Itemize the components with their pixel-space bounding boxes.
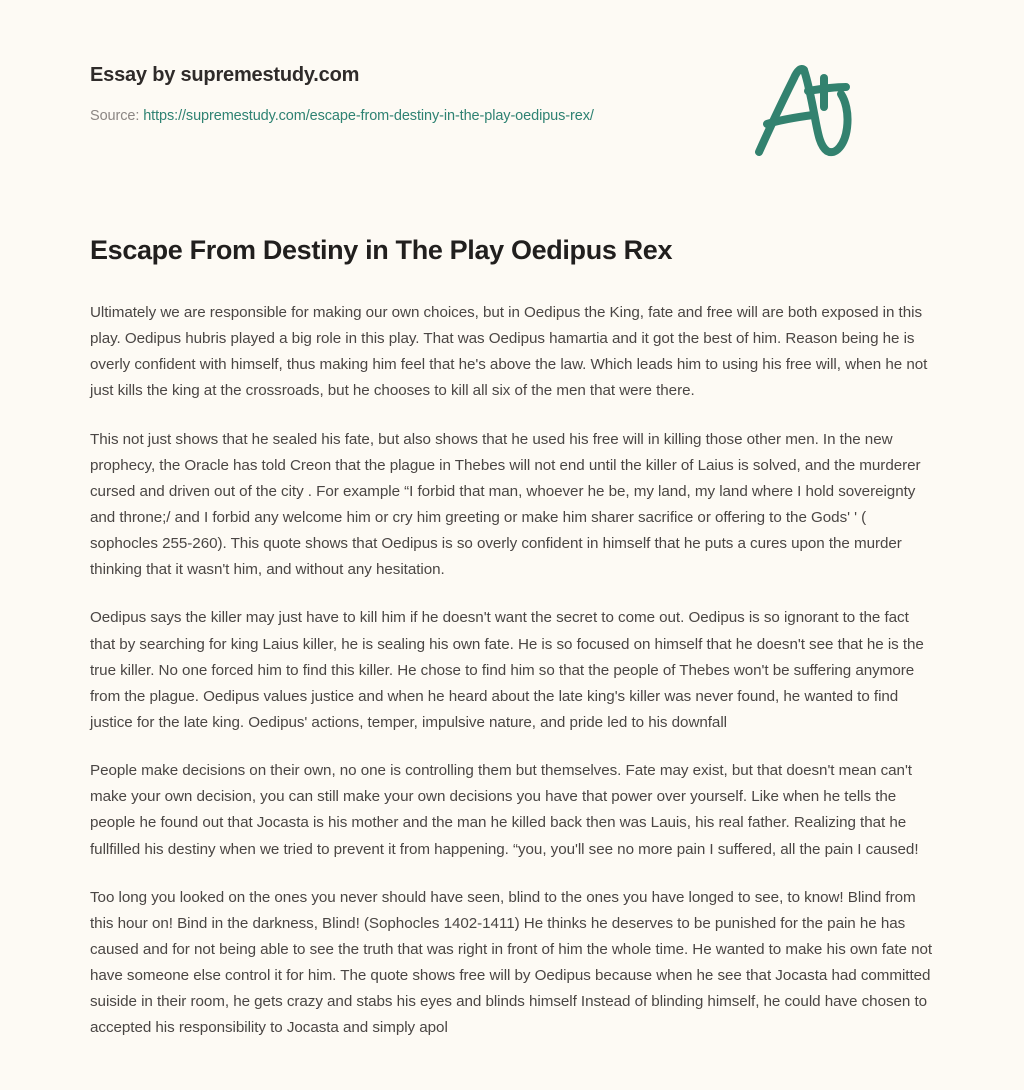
essay-paragraph: This not just shows that he sealed his fate, but also shows that he used his free will in killing those other men. In the new prophecy, the Oracle has told Creon that the plague in Thebes will not end until the killer of Laius is solved, and the murderer cursed and driven out of the city . For example “I forbid that man, whoever he be, my land, my land where I hold sovereignty and throne;/ and I forbid any welcome him or cry him greeting or make him sharer sacrifice or offering to the Gods' ' ( sophocles 255-260). This quote shows that Oedipus is so overly confident in himself that he puts a cures upon the murder thinking that it wasn't him, and without any hesitation. (90, 430, 921, 579)
page-header (90, 0, 934, 126)
essay-paragraph: Ultimately we are responsible for making our own choices, but in Oedipus the King, fate and free will are both exposed in this play. Oedipus hubris played a big role in this play. That was Oedipus hamartia and it got the best of him. Reason being he is overly confident with himself, thus making him feel that he's above the law. Which leads him to using his free will, when he not just kills the king at the crossroads, but he chooses to kill all six of the men that were there. (90, 304, 928, 400)
essay-body (90, 268, 934, 1042)
essay-paragraph: People make decisions on their own, no one is controlling them but themselves. Fate may exist, but that doesn't mean can't make your own decision, you can still make your own decisions you have that power over yourself. Like when he tells the people he found out that Jocasta is his mother and the man he killed back then was Lauis, his real father. Realizing that he fullfilled his destiny when we tried to prevent it from happening. “you, you'll see no more pain I suffered, all the pain I caused! (90, 762, 919, 858)
page-title: Escape From Destiny in The Play Oedipus Rex (90, 235, 673, 266)
essay-paragraph: Oedipus says the killer may just have to kill him if he doesn't want the secret to come out. Oedipus is so ignorant to the fact that by searching for king Laius killer, he is sealing his own fate. He is so focused on himself that he doesn't see that he is the true killer. No one forced him to find this killer. He chose to find him so that the people of Thebes won't be suffering anymore from the plague. Oedipus values justice and when he heard about the late king's killer was never found, he wanted to find justice for the late king. Oedipus' actions, temper, impulsive nature, and pride led to his downfall (90, 609, 924, 732)
a-plus-logo-icon (746, 58, 858, 162)
source-url-link[interactable]: https://supremestudy.com/escape-from-destiny-in-the-play-oedipus-rex/ (143, 108, 594, 124)
essay-paragraph: Too long you looked on the ones you never should have seen, blind to the ones you have longed to see, to know! Blind from this hour on! Bind in the darkness, Blind! (Sophocles 1402-1411) He thinks he deserves to be punished for the pain he has caused and for not being able to see the truth that was right in front of him the whole time. He wanted to make his own fate not have someone else control it for him. The quote shows free will by Oedipus because when he see that Jocasta had committed suiside in their room, he gets crazy and stabs his eyes and blinds himself Instead of blinding himself, he could have chosen to accepted his responsibility to Jocasta and simply apol (90, 888, 933, 1037)
brand-title: Essay by supremestudy.com (90, 64, 360, 86)
source-label: Source: (90, 108, 144, 124)
